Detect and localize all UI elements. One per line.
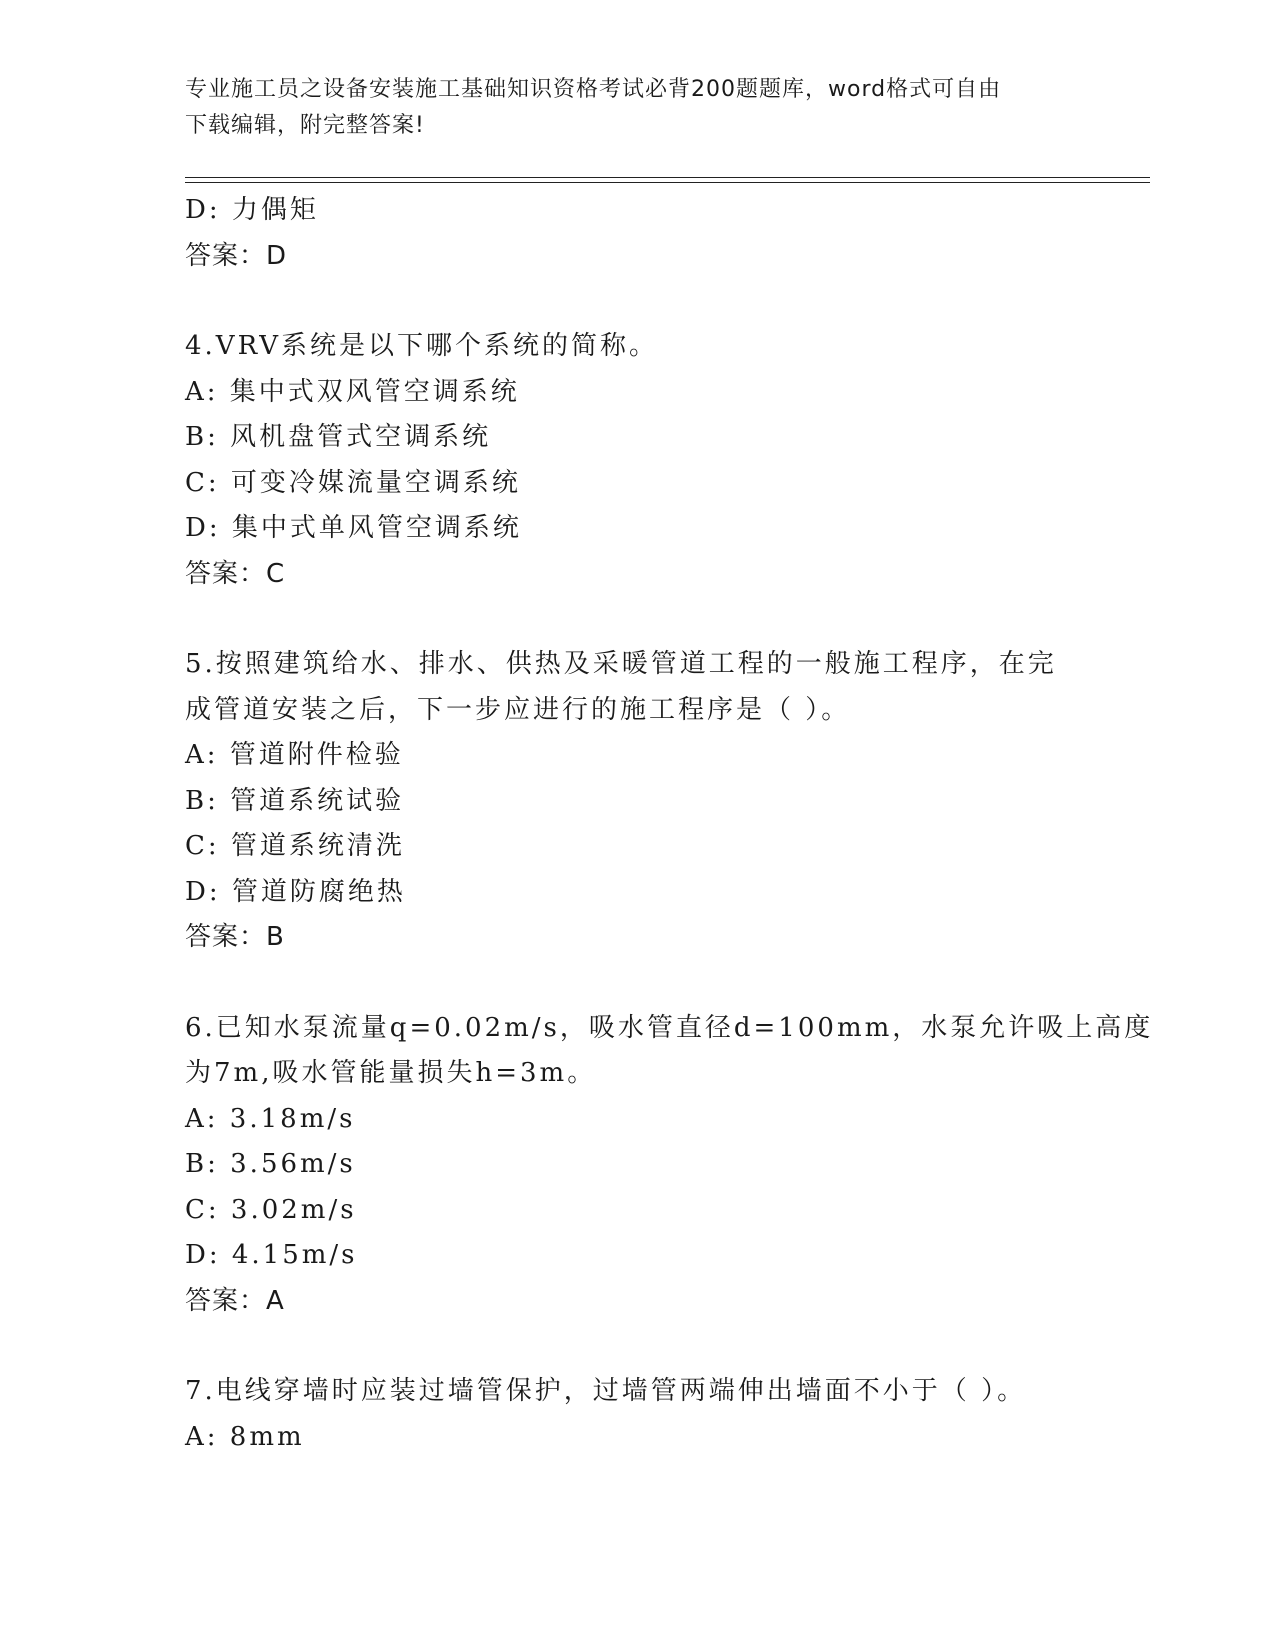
option-b: B: 3.56m/s <box>185 1149 356 1179</box>
answer-line: 答案：C <box>185 558 286 589</box>
question-text-line-1: 6.已知水泵流量q=0.02m/s，吸水管直径d=100mm，水泵允许吸上高度 <box>185 1012 1154 1043</box>
question-text-line-2: 成管道安装之后，下一步应进行的施工程序是（ ）。 <box>185 694 851 725</box>
answer-line: 答案：B <box>185 922 285 952</box>
spacer <box>185 279 1085 324</box>
question-text-line-1: 5.按照建筑给水、排水、供热及采暖管道工程的一般施工程序，在完 <box>185 649 1057 679</box>
document-header <box>185 72 1065 144</box>
answer-line: 答案：A <box>185 1285 285 1316</box>
question-4 <box>185 324 1085 597</box>
question-5 <box>185 642 1085 961</box>
answer-line: 答案：D <box>185 240 288 271</box>
question-7 <box>185 1369 1085 1460</box>
option-a: A: 8mm <box>185 1421 305 1452</box>
option-b: B: 管道系统试验 <box>185 785 405 816</box>
option-c: C: 3.02m/s <box>185 1194 357 1225</box>
option-b: B: 风机盘管式空调系统 <box>185 422 492 452</box>
question-text-line-2: 为7m,吸水管能量损失h=3m。 <box>185 1058 597 1088</box>
header-divider-bottom <box>185 182 1150 183</box>
option-d: D: 管道防腐绝热 <box>185 876 406 907</box>
option-a: A: 集中式双风管空调系统 <box>185 376 520 407</box>
question-list <box>185 188 1154 1460</box>
question-3-tail <box>185 188 1085 279</box>
option-a: A: 管道附件检验 <box>185 740 404 770</box>
spacer <box>185 961 1085 1006</box>
question-text: 7.电线穿墙时应装过墙管保护，过墙管两端伸出墙面不小于（ ）。 <box>185 1376 1027 1406</box>
question-text: 4.VRV系统是以下哪个系统的简称。 <box>185 331 659 361</box>
header-divider-top <box>185 177 1150 178</box>
header-title-line-2: 下载编辑，附完整答案! <box>185 113 425 138</box>
option-c: C: 管道系统清洗 <box>185 831 405 861</box>
header-title-line-1: 专业施工员之设备安装施工基础知识资格考试必背200题题库，word格式可自由 <box>185 77 1002 102</box>
option-d: D: 集中式单风管空调系统 <box>185 513 522 543</box>
option-d: D: 4.15m/s <box>185 1240 358 1270</box>
option-d: D: 力偶矩 <box>185 195 319 225</box>
spacer <box>185 597 1085 642</box>
spacer <box>185 1324 1085 1369</box>
option-c: C: 可变冷媒流量空调系统 <box>185 467 521 498</box>
option-a: A: 3.18m/s <box>185 1103 356 1134</box>
question-6 <box>185 1006 1154 1325</box>
